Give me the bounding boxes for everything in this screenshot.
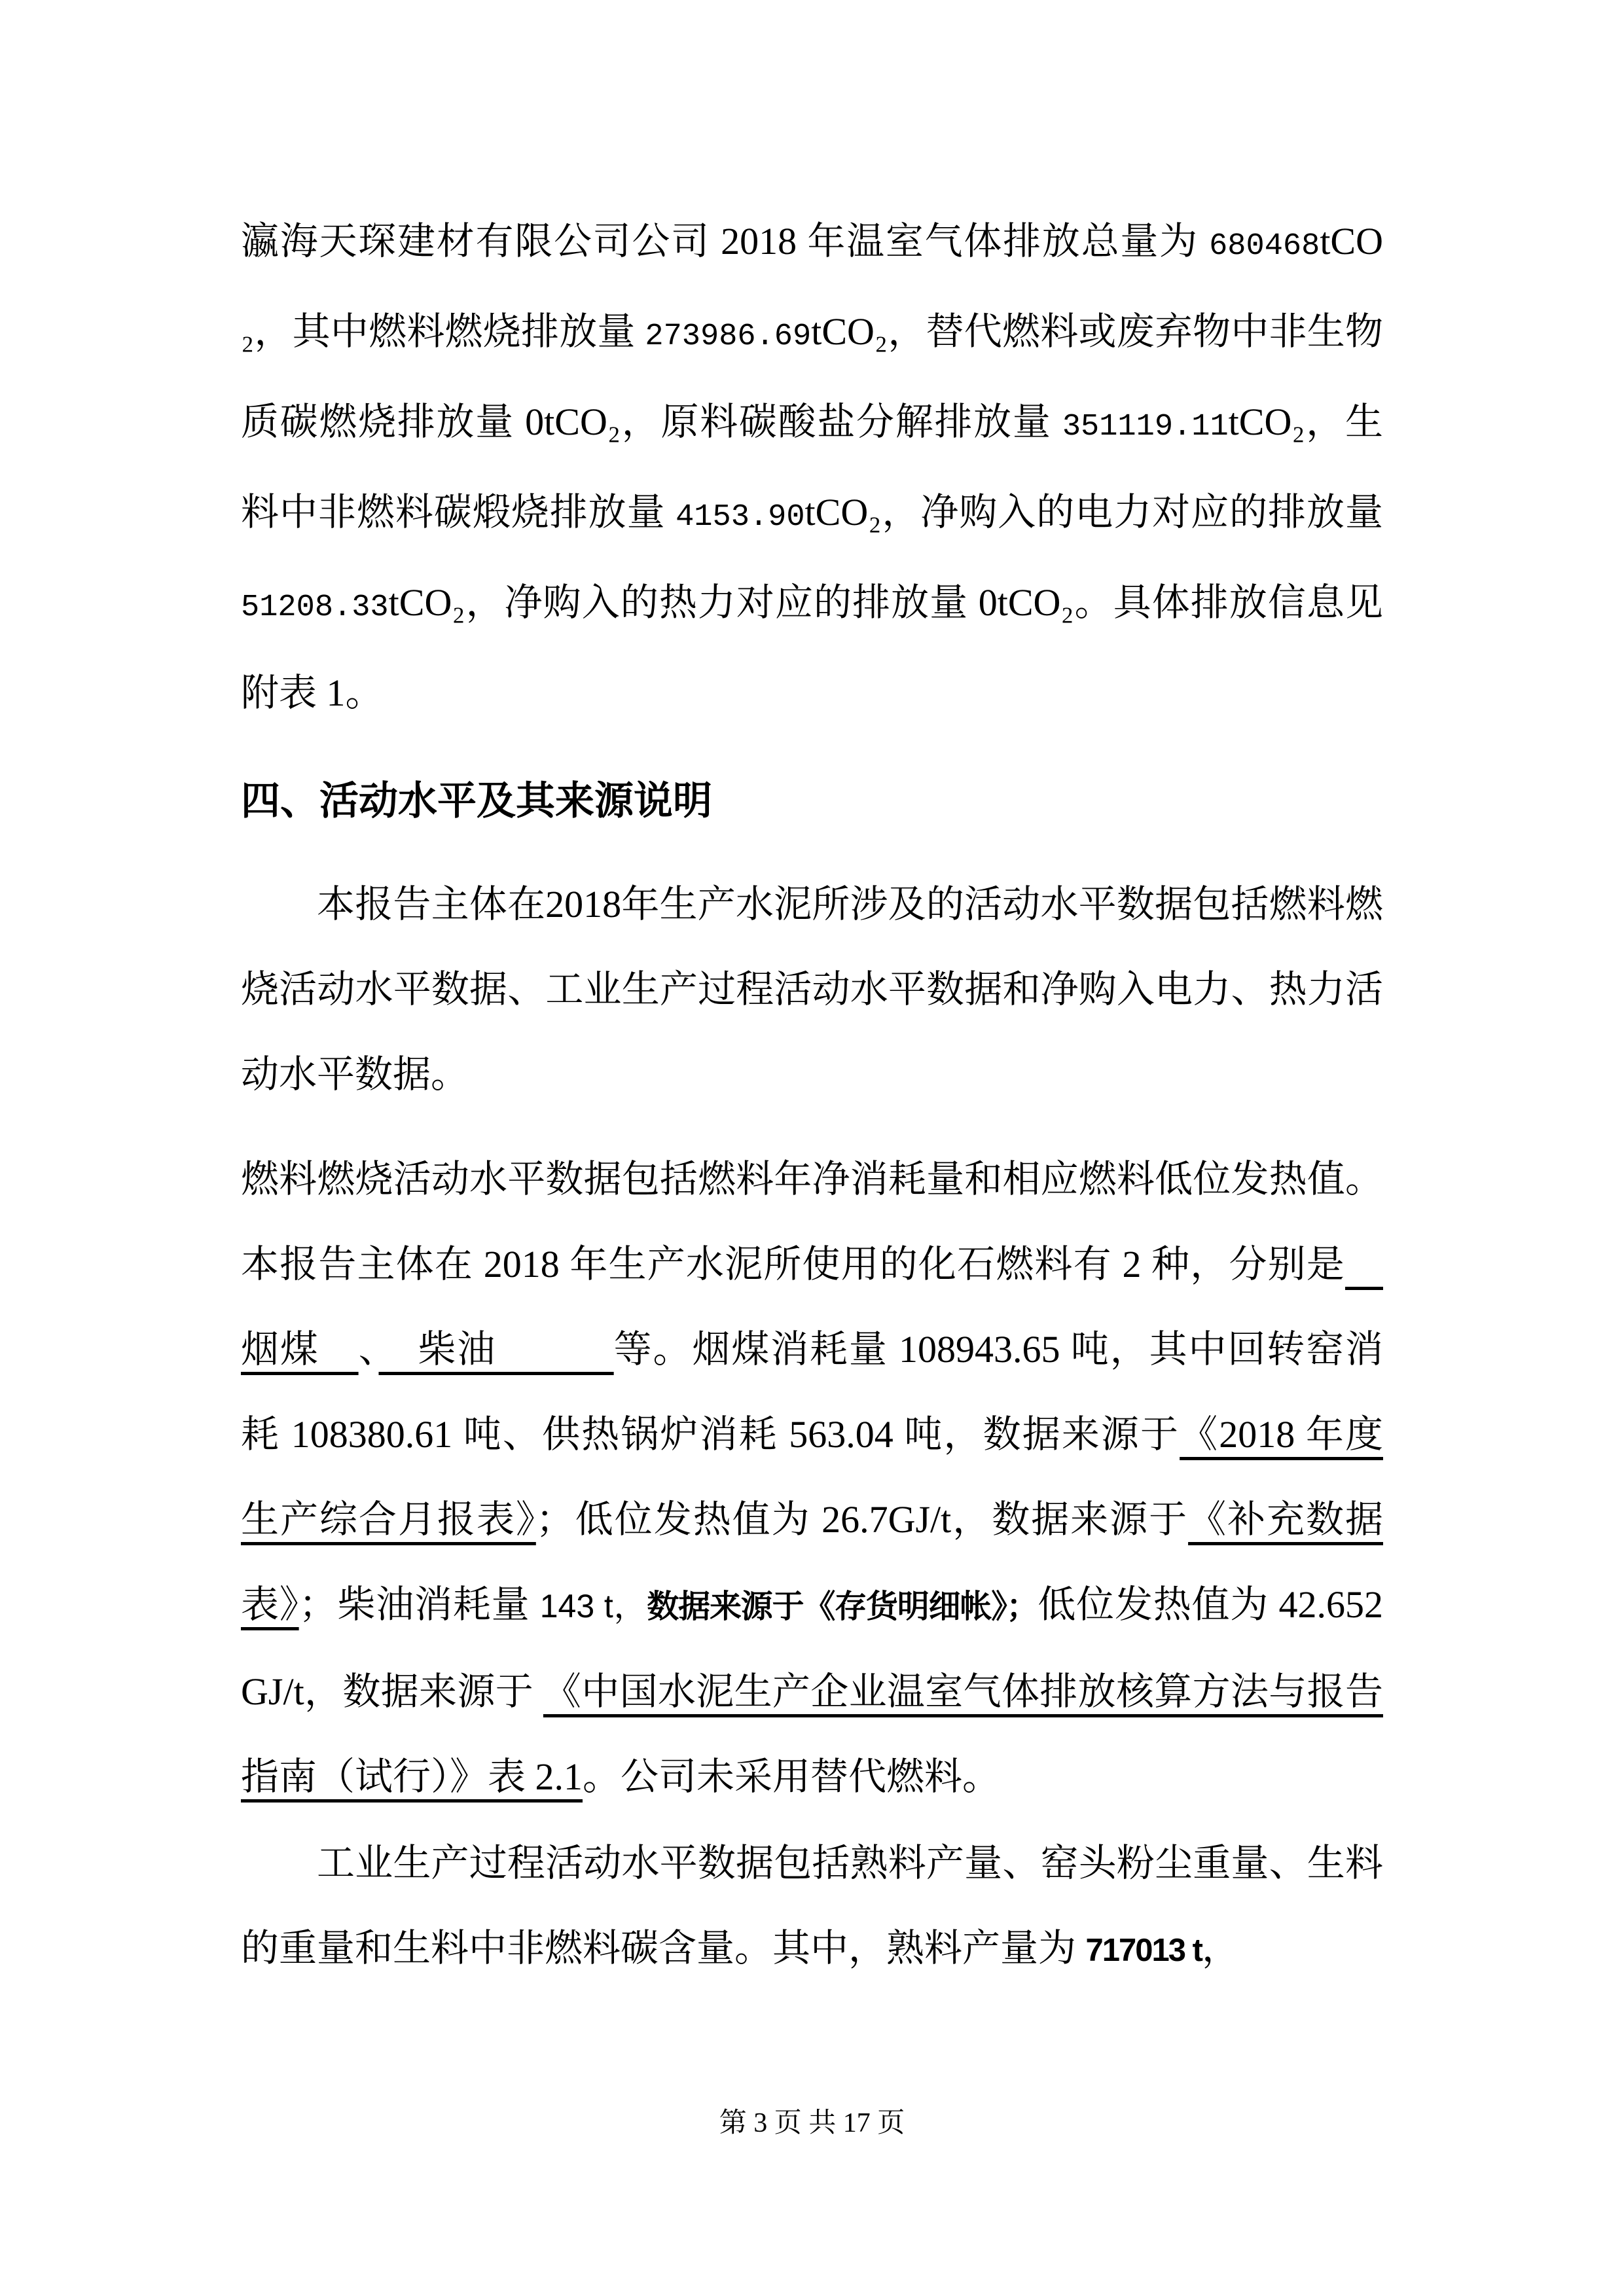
text-segment: 燃料燃烧活动水平数据包括燃料年净消耗量和相应燃料低位发热值。本报告主体在 2018 年生产水泥所使用的化石燃料有 2 种，分别是 <box>241 1158 1383 1285</box>
text-segment: 4153.90 <box>676 500 805 535</box>
text-segment: 《中国水泥生产企业温室气体排放核算方法与报告指南（试行）》表 2.1 <box>241 1670 1383 1798</box>
text-segment: tCO₂，生料中非燃料碳煅烧排放量 <box>241 401 1383 533</box>
text-segment: 低位发热值为 42.652 GJ/t，数据来源于 <box>241 1583 1383 1713</box>
text-segment: 143 t， <box>539 1588 647 1624</box>
text-segment: tCO₂，净购入的热力对应的排放量 0tCO₂。具体排放信息见附表 1。 <box>241 581 1383 714</box>
para-fuel-detail <box>241 1137 1383 1820</box>
text-segment: 《补充数据表》 <box>241 1498 1383 1626</box>
text-segment: 351119.11 <box>1062 410 1229 444</box>
text-segment: 柴油 <box>378 1328 614 1371</box>
text-segment: tCO₂，净购入的电力对应的排放量 <box>804 491 1383 533</box>
text-segment: tCO₂，替代燃料或废弃物中非生物质碳燃烧排放量 0tCO₂，原料碳酸盐分解排放量 <box>241 310 1383 443</box>
text-segment: 本报告主体在2018年生产水泥所涉及的活动水平数据包括燃料燃烧活动水平数据、工业生产过程活动水平数据和净购入电力、热力活动水平数据。 <box>241 883 1383 1096</box>
text-segment: 273986.69 <box>645 319 812 354</box>
text-segment: tCO₂，其中燃料燃烧排放量 <box>241 220 1383 353</box>
para-process-data <box>241 1821 1383 1993</box>
para-emissions-summary <box>241 199 1383 736</box>
text-segment: ；低位发热值为 26.7GJ/t，数据来源于 <box>535 1498 1189 1541</box>
text-segment: 717013 t <box>1085 1933 1202 1968</box>
text-segment: 工业生产过程活动水平数据包括熟料产量、窑头粉尘重量、生料的重量和生料中非燃料碳含量。其中，熟料产量为 <box>241 1842 1383 1969</box>
text-segment: 数据来源于《存货明细帐》； <box>647 1589 1038 1624</box>
text-segment: 680468 <box>1209 229 1320 264</box>
para-activity-intro <box>241 862 1383 1117</box>
section-heading-activity-data: 四、活动水平及其来源说明 <box>241 779 712 823</box>
text-segment: 瀛海天琛建材有限公司公司 2018 年温室气体排放总量为 <box>241 220 1210 262</box>
page-number-footer: 第 3 页 共 17 页 <box>719 2108 905 2138</box>
text-segment: 等。烟煤消耗量 108943.65 吨，其中回转窑消耗 108380.61 吨、供热锅炉消耗 563.04 吨，数据来源于 <box>241 1328 1383 1456</box>
text-segment: ， <box>1201 1927 1240 1969</box>
text-segment: ；柴油消耗量 <box>298 1583 540 1626</box>
text-segment: 烟煤 <box>241 1243 1383 1371</box>
text-segment: 、 <box>358 1328 379 1371</box>
text-segment: 。公司未采用替代燃料。 <box>583 1755 1001 1798</box>
text-segment: 《2018 年度生产综合月报表》 <box>241 1413 1383 1541</box>
text-segment: 51208.33 <box>241 590 389 625</box>
page-content <box>241 0 1383 1993</box>
